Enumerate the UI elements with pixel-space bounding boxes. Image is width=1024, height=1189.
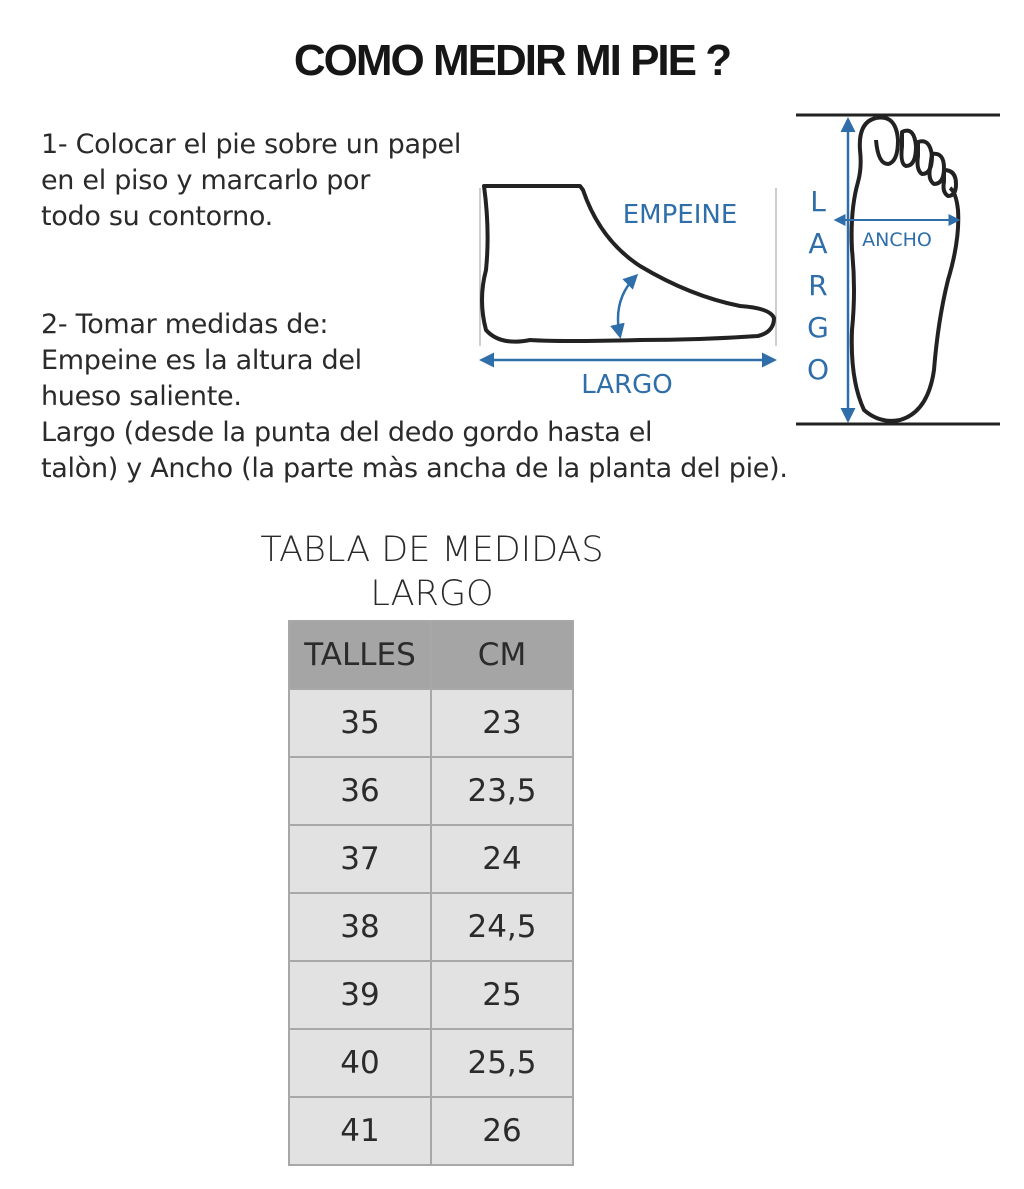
table-title: TABLA DE MEDIDAS [260, 530, 604, 570]
step1-line: en el piso y marcarlo por [41, 165, 371, 196]
column-header: CM [431, 621, 573, 689]
step1-line: 1- Colocar el pie sobre un papel [41, 129, 462, 160]
column-header: TALLES [289, 621, 431, 689]
step1-line: todo su contorno. [41, 201, 273, 232]
step2-line: hueso saliente. [41, 381, 242, 412]
step2-line: talòn) y Ancho (la parte màs ancha de la planta del pie). [41, 453, 788, 484]
cm-cell: 25,5 [431, 1029, 573, 1097]
ancho-label: ANCHO [862, 229, 932, 251]
foot-diagram [0, 0, 1024, 500]
largo-letter: O [806, 353, 830, 386]
table-row [289, 757, 573, 825]
step2-line: Largo (desde la punta del dedo gordo hasta el [41, 417, 653, 448]
size-cell: 41 [289, 1097, 431, 1165]
table-row [289, 1029, 573, 1097]
empeine-arrow [618, 276, 636, 336]
table-row [289, 689, 573, 757]
cm-cell: 24 [431, 825, 573, 893]
largo-letter: R [808, 269, 828, 302]
page-title: COMO MEDIR MI PIE ? [293, 36, 731, 85]
empeine-label: EMPEINE [622, 200, 738, 230]
cm-cell: 23 [431, 689, 573, 757]
cm-cell: 24,5 [431, 893, 573, 961]
size-cell: 35 [289, 689, 431, 757]
table-row [289, 1097, 573, 1165]
step2-line: Empeine es la altura del [41, 345, 362, 376]
size-cell: 38 [289, 893, 431, 961]
size-cell: 39 [289, 961, 431, 1029]
size-cell: 40 [289, 1029, 431, 1097]
size-table [288, 620, 574, 1166]
side-largo-label: LARGO [581, 370, 673, 400]
vertical-largo-label [807, 185, 829, 386]
sole-outline [852, 117, 959, 420]
cm-cell: 26 [431, 1097, 573, 1165]
size-cell: 36 [289, 757, 431, 825]
table-subtitle: LARGO [370, 574, 494, 614]
cm-cell: 23,5 [431, 757, 573, 825]
size-cell: 37 [289, 825, 431, 893]
table-row [289, 961, 573, 1029]
largo-letter: G [807, 311, 829, 344]
step2-line: 2- Tomar medidas de: [41, 309, 329, 340]
table-row [289, 825, 573, 893]
cm-cell: 25 [431, 961, 573, 1029]
largo-letter: A [808, 227, 828, 260]
table-row [289, 893, 573, 961]
table-header-row [289, 621, 573, 689]
largo-letter: L [810, 185, 826, 218]
